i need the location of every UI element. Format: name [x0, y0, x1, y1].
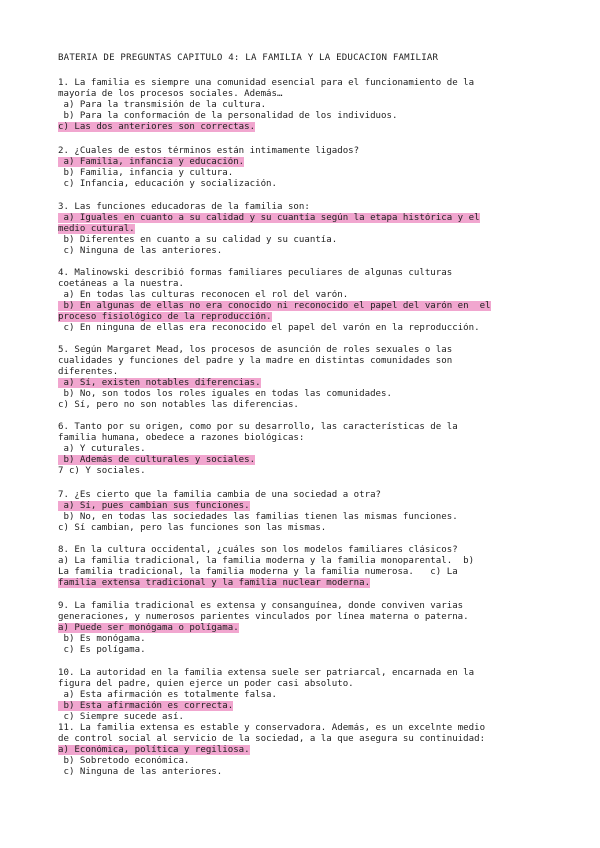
line-text: b) Para la conformación de la personalidad de los individuos. [58, 111, 398, 121]
line-text: c) Sí, pero no son notables las diferencias. [58, 400, 299, 410]
text-line [58, 567, 538, 578]
text-line [58, 100, 538, 111]
text-line [58, 179, 538, 190]
correct-answer-text: b) Además de culturales y sociales. [58, 455, 256, 465]
line-text: mayoría de los procesos sociales. Además… [58, 89, 283, 99]
line-text: c) En ninguna de ellas era reconocido el papel del varón en la reproducción. [58, 323, 480, 333]
correct-answer-text: a) Económica, política y regiliosa. [58, 745, 250, 755]
correct-answer-text: a) Familia, infancia y educación. [58, 157, 245, 167]
text-line [58, 601, 538, 612]
text-line [58, 345, 538, 356]
text-line [58, 323, 538, 334]
document-title: BATERÍA DE PREGUNTAS CAPÍTULO 4: LA FAMILIA Y LA EDUCACIÓN FAMILIAR [58, 53, 439, 63]
text-line [58, 668, 538, 679]
text-line [58, 202, 538, 213]
line-text: generaciones, y numerosos parientes vinculados por línea materna o paterna. [58, 612, 469, 622]
text-line [58, 679, 538, 690]
text-line [58, 422, 538, 433]
text-line [58, 246, 538, 257]
line-text: a) En todas las culturas reconocen el rol del varón. [58, 290, 349, 300]
text-line [58, 466, 538, 477]
text-line [58, 767, 538, 778]
line-text: c) Ninguna de las anteriores. [58, 767, 223, 777]
answer-line-highlighted [58, 213, 538, 224]
line-text: 1. La familia es siempre una comunidad esencial para el funcionamiento de la [58, 78, 475, 88]
text-line [58, 523, 538, 534]
answer-line-highlighted [58, 578, 538, 589]
line-text: c) Infancia, educación y socialización. [58, 179, 277, 189]
answer-line-highlighted [58, 312, 538, 323]
text-line [58, 490, 538, 501]
answer-line-highlighted [58, 455, 538, 466]
correct-answer-text: c) Las dos anteriores son correctas. [58, 122, 256, 132]
correct-answer-text: b) En algunas de ellas no era conocido ni reconocido el papel del varón en el [58, 301, 491, 311]
correct-answer-text: proceso fisiológico de la reproducción. [58, 312, 272, 322]
text-line [58, 279, 538, 290]
line-text: a) La familia tradicional, la familia moderna y la familia monoparental. b) [58, 556, 475, 566]
answer-line-highlighted [58, 378, 538, 389]
line-text: 7. ¿Es cierto que la familia cambia de una sociedad a otra? [58, 490, 382, 500]
correct-answer-text: a) Puede ser monógama o polígama. [58, 623, 239, 633]
answer-line-highlighted [58, 501, 538, 512]
text-line [58, 400, 538, 411]
line-text: b) Familia, infancia y cultura. [58, 168, 234, 178]
line-text: c) Siempre sucede así. [58, 712, 184, 722]
line-text: 10. La autoridad en la familia extensa suele ser patriarcal, encarnada en la [58, 668, 475, 678]
text-line [58, 612, 538, 623]
line-text: c) Sí cambian, pero las funciones son las mismas. [58, 523, 327, 533]
line-text: 2. ¿Cuales de estos términos están intimamente ligados? [58, 146, 360, 156]
text-line [58, 89, 538, 100]
text-line [58, 545, 538, 556]
text-line [58, 734, 538, 745]
line-text: a) Para la transmisión de la cultura. [58, 100, 267, 110]
line-text: b) Sobretodo económica. [58, 756, 190, 766]
line-text: a) Esta afirmación es totalmente falsa. [58, 690, 277, 700]
correct-answer-text: a) Sí, existen notables diferencias. [58, 378, 261, 388]
line-text: familia humana, obedece a razones biológicas: [58, 433, 305, 443]
line-text: cualidades y funciones del padre y la madre en distintas comunidades son [58, 356, 453, 366]
text-line [58, 389, 538, 400]
text-line [58, 268, 538, 279]
line-text: de control social al servicio de la sociedad, a la que asegura su continuidad: [58, 734, 486, 744]
text-line [58, 146, 538, 157]
line-text: 4. Malinowski describió formas familiares peculiares de algunas culturas [58, 268, 453, 278]
answer-line-highlighted [58, 224, 538, 235]
line-text: 9. La familia tradicional es extensa y consanguínea, donde conviven varias [58, 601, 464, 611]
text-line [58, 512, 538, 523]
line-text: c) Es polígama. [58, 645, 146, 655]
correct-answer-text: b) Esta afirmación es correcta. [58, 701, 234, 711]
line-text: 7 c) Y sociales. [58, 466, 146, 476]
answer-line-highlighted [58, 157, 538, 168]
line-text: 3. Las funciones educadoras de la familia son: [58, 202, 310, 212]
line-text: coetáneas a la nuestra. [58, 279, 184, 289]
line-text: b) No, son todos los roles iguales en todas las comunidades. [58, 389, 392, 399]
line-text: b) Diferentes en cuanto a su calidad y su cuantía. [58, 235, 338, 245]
text-line [58, 168, 538, 179]
text-line [58, 634, 538, 645]
line-text: a) Y cuturales. [58, 444, 146, 454]
text-line [58, 723, 538, 734]
text-line [58, 367, 538, 378]
line-text: diferentes. [58, 367, 119, 377]
text-line [58, 235, 538, 246]
line-text: b) Es monógama. [58, 634, 146, 644]
correct-answer-text: a) Iguales en cuanto a su calidad y su cuantía según la etapa histórica y el [58, 213, 480, 223]
line-text: b) No, en todas las sociedades las familias tienen las mismas funciones. [58, 512, 458, 522]
correct-answer-text: medio cutural. [58, 224, 135, 234]
line-text: 6. Tanto por su origen, como por su desarrollo, las características de la [58, 422, 458, 432]
correct-answer-text: a) Sí, pues cambian sus funciones. [58, 501, 250, 511]
answer-line-highlighted [58, 623, 538, 634]
line-text: 8. En la cultura occidental, ¿cuáles son los modelos familiares clásicos? [58, 545, 458, 555]
text-line [58, 444, 538, 455]
line-text: La familia tradicional, la familia moderna y la familia numerosa. c) La [58, 567, 458, 577]
line-text: c) Ninguna de las anteriores. [58, 246, 223, 256]
text-line [58, 712, 538, 723]
answer-line-highlighted [58, 701, 538, 712]
text-line [58, 356, 538, 367]
text-line [58, 290, 538, 301]
line-text: 5. Según Margaret Mead, los procesos de asunción de roles sexuales o las [58, 345, 453, 355]
text-line [58, 645, 538, 656]
text-line [58, 433, 538, 444]
text-line [58, 111, 538, 122]
line-text: figura del padre, quien ejerce un poder casi absoluto. [58, 679, 354, 689]
text-line [58, 556, 538, 567]
text-line [58, 756, 538, 767]
answer-line-highlighted [58, 301, 538, 312]
line-text: 11. La familia extensa es estable y conservadora. Además, es un excelnte medio [58, 723, 486, 733]
answer-line-highlighted [58, 745, 538, 756]
text-line [58, 690, 538, 701]
text-line [58, 78, 538, 89]
answer-line-highlighted [58, 122, 538, 133]
correct-answer-text: familia extensa tradicional y la familia nuclear moderna. [58, 578, 371, 588]
